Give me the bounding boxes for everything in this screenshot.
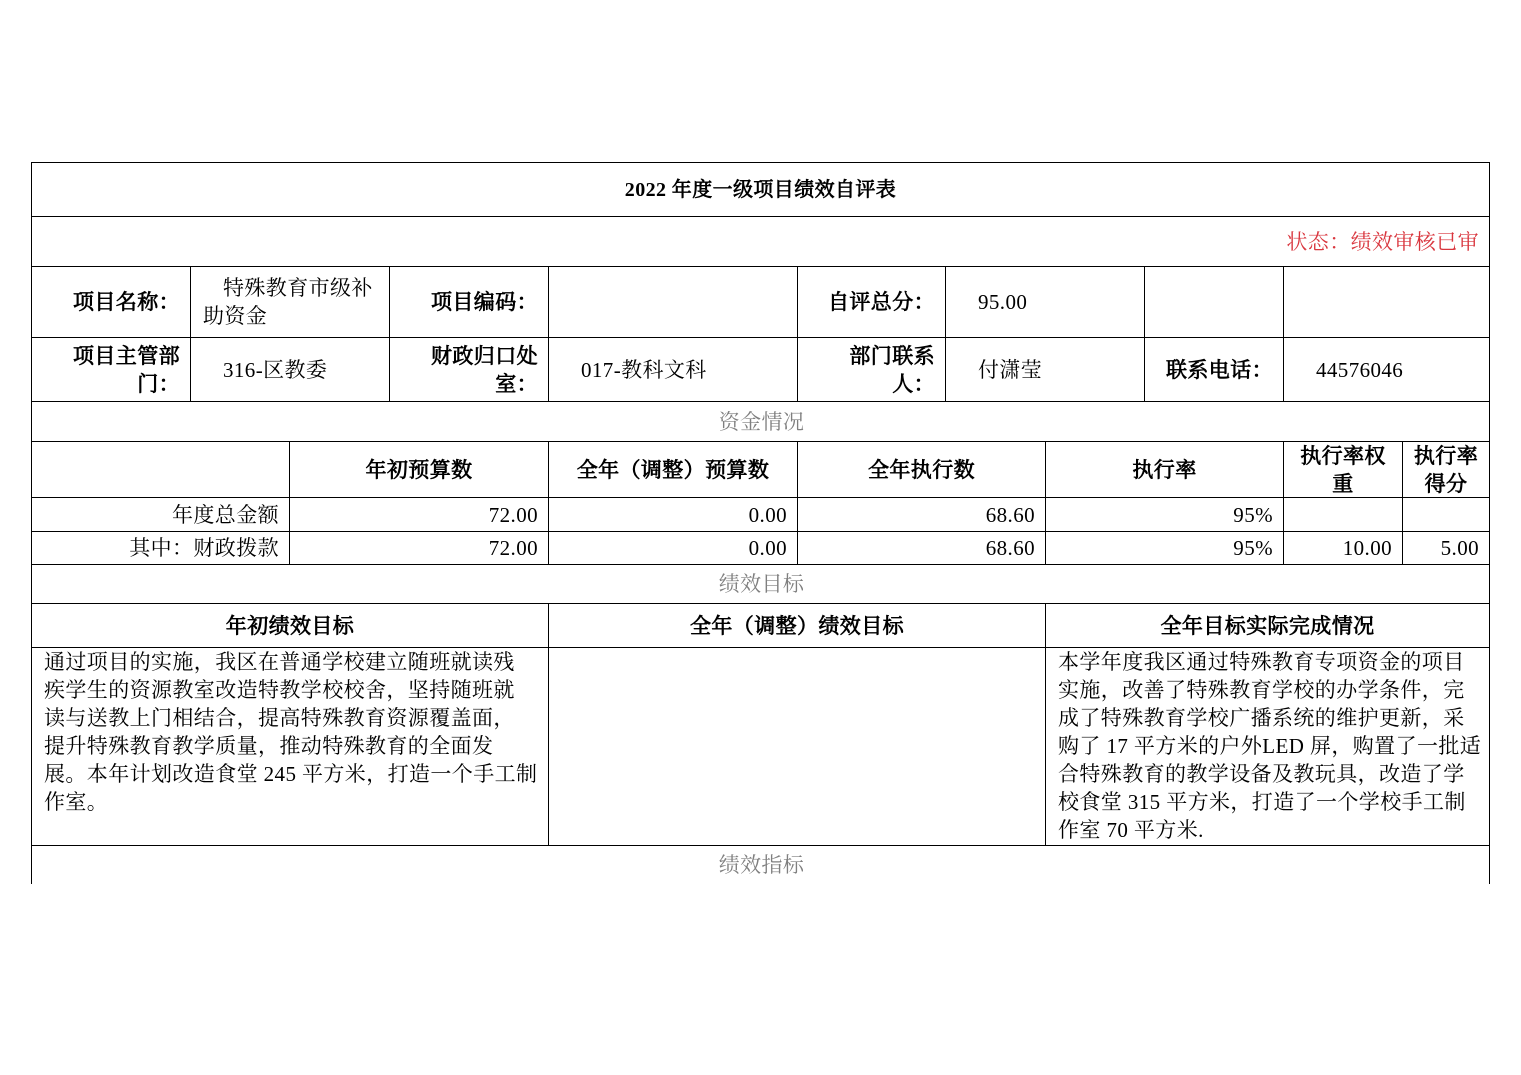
phone-value: 44576046 [1316,357,1404,382]
contact-label: 部门联系人： [849,343,935,396]
funding-row-adjusted: 0.00 [748,502,787,527]
goals-actual-line: 本学年度我区通过特殊教育专项资金的项目 [1058,650,1465,674]
header-weight: 执行率权重 [1300,443,1386,496]
funding-row-rate-cell [1045,531,1284,565]
funding-row-executed: 68.60 [985,502,1035,527]
goals-header-initial: 年初绩效目标 [225,613,355,638]
finance-office-label: 财政归口处室： [431,343,538,396]
goals-actual-line: 作室 70 平方米. [1058,818,1204,842]
header-score-cell [1402,441,1490,498]
form-title: 2022 年度一级项目绩效自评表 [624,178,897,201]
project-code-value-cell [548,266,798,338]
funding-section-title-cell [31,401,1490,442]
dept-label: 项目主管部门： [73,343,180,396]
header-score: 执行率得分 [1413,443,1479,496]
header-weight-cell [1283,441,1403,498]
project-code-label-cell [389,266,549,338]
empty-cell [1144,266,1284,338]
funding-row-weight: 10.00 [1342,536,1392,560]
funding-row-weight-cell [1283,531,1403,565]
header-rate: 执行率 [1132,457,1197,482]
status-text: 状态：绩效审核已审 [1286,229,1479,254]
header-adjusted-budget-cell [548,441,798,498]
funding-row-initial-cell [289,531,549,565]
project-name-label-cell [31,266,191,338]
goals-initial-line: 展。本年计划改造食堂 245 平方米，打造一个手工制 [44,762,538,786]
goals-initial-line: 读与送教上门相结合，提高特殊教育资源覆盖面， [44,706,515,730]
phone-value-cell [1283,337,1490,402]
self-score-label: 自评总分： [828,290,935,314]
self-score-label-cell [797,266,946,338]
header-executed: 全年执行数 [868,457,975,482]
goals-initial-line: 提升特殊教育教学质量，推动特殊教育的全面发 [44,734,494,758]
indicators-section-title: 绩效指标 [718,853,805,877]
funding-row-rate: 95% [1233,536,1273,560]
goals-initial-line: 作室。 [44,790,109,814]
goals-header-actual: 全年目标实际完成情况 [1160,613,1375,638]
funding-row-initial: 72.00 [488,502,538,527]
goals-actual-line: 成了特殊教育学校广播系统的维护更新，采 [1058,706,1465,730]
funding-row-initial-cell [289,497,549,532]
goals-initial-line: 通过项目的实施，我区在普通学校建立随班就读残 [44,650,515,674]
contact-value: 付潇莹 [978,357,1043,382]
header-adjusted-budget: 全年（调整）预算数 [576,457,770,482]
goals-header-adjusted: 全年（调整）绩效目标 [690,613,904,638]
header-rate-cell [1045,441,1284,498]
funding-row-weight-cell [1283,497,1403,532]
self-score-value-cell [945,266,1145,338]
header-initial-budget-cell [289,441,549,498]
phone-label: 联系电话： [1166,357,1273,382]
goals-section-title: 绩效目标 [718,572,805,596]
funding-row-initial: 72.00 [488,536,538,560]
funding-row-executed: 68.60 [985,536,1035,560]
project-name-value-cell [190,266,390,338]
form-title-cell [31,162,1490,217]
funding-row-label: 年度总金额 [172,502,279,527]
contact-label-cell [797,337,946,402]
goals-initial-text-cell [31,647,549,846]
finance-office-value-cell [548,337,798,402]
funding-row-executed-cell [797,531,1046,565]
funding-row-label-cell [31,497,290,532]
funding-row-adjusted-cell [548,531,798,565]
funding-row-rate: 95% [1233,502,1273,527]
funding-header-blank-cell [31,441,290,498]
funding-row-label-cell [31,531,290,565]
funding-row-adjusted-cell [548,497,798,532]
dept-value: 316-区教委 [223,357,328,382]
goals-actual-line: 实施，改善了特殊教育学校的办学条件，完 [1058,678,1465,702]
goals-section-title-cell [31,564,1490,604]
goals-header-initial-cell [31,603,549,648]
funding-row-score-cell [1402,497,1490,532]
project-name-label: 项目名称： [73,290,180,314]
goals-actual-line: 购了 17 平方米的户外LED 屏，购置了一批适 [1058,734,1482,758]
dept-value-cell [190,337,390,402]
funding-row-score-cell [1402,531,1490,565]
header-initial-budget: 年初预算数 [365,457,473,482]
contact-value-cell [945,337,1145,402]
funding-row-executed-cell [797,497,1046,532]
goals-actual-text-cell [1045,647,1490,846]
status-cell [31,216,1490,267]
project-code-label: 项目编码： [431,290,538,314]
funding-row-label: 其中：财政拨款 [129,536,279,560]
funding-row-rate-cell [1045,497,1284,532]
goals-header-adjusted-cell [548,603,1046,648]
finance-office-value: 017-教科文科 [581,357,707,382]
goals-initial-line: 疾学生的资源教室改造特教学校校舍，坚持随班就 [44,678,515,702]
goals-adjusted-text-cell [548,647,1046,846]
finance-office-label-cell [389,337,549,402]
dept-label-cell [31,337,191,402]
funding-section-title: 资金情况 [718,409,805,434]
funding-row-score: 5.00 [1440,536,1479,560]
funding-row-adjusted: 0.00 [748,536,787,560]
project-name-value: 特殊教育市级补助资金 [203,276,373,328]
goals-actual-line: 合特殊教育的教学设备及教玩具，改造了学 [1058,762,1465,786]
goals-actual-line: 校食堂 315 平方米，打造了一个学校手工制 [1058,790,1466,814]
header-executed-cell [797,441,1046,498]
indicators-section-title-cell [31,845,1490,884]
self-score-value: 95.00 [978,290,1028,314]
goals-header-actual-cell [1045,603,1490,648]
phone-label-cell [1144,337,1284,402]
empty-cell [1283,266,1490,338]
